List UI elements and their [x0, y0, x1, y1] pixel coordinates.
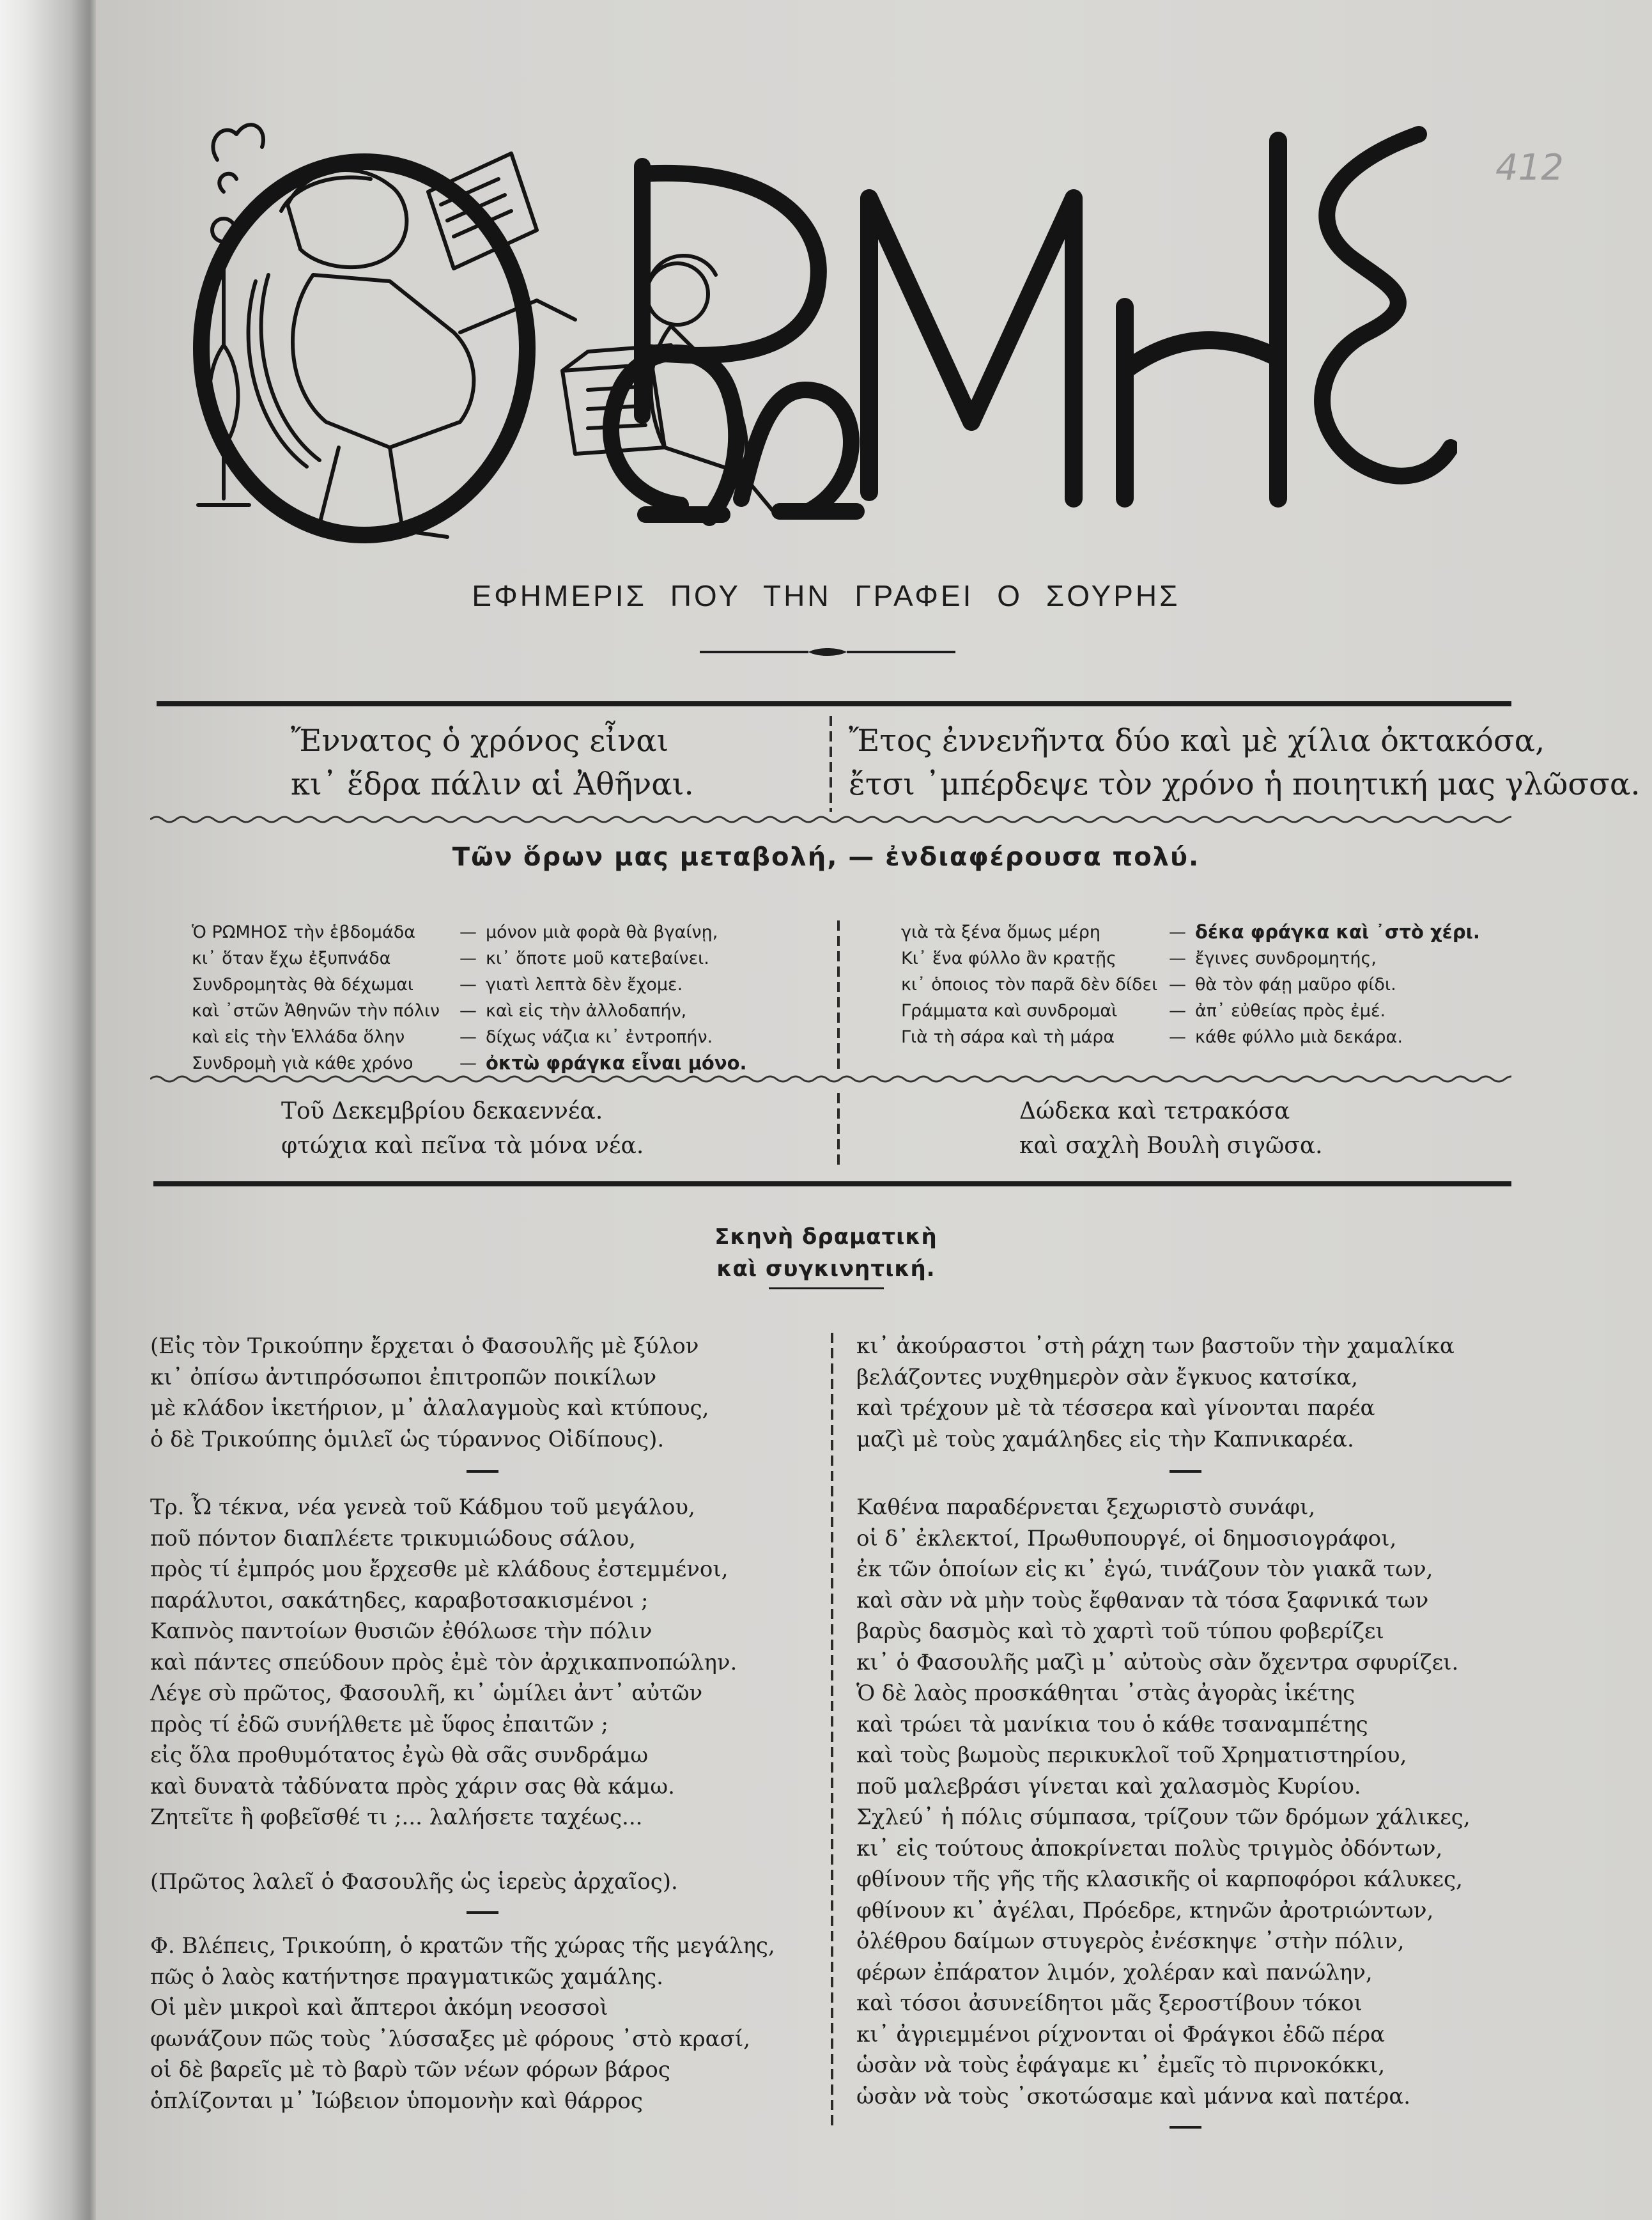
verse-line: ποῦ μαλεβράσι γίνεται καὶ χαλασμὸς Κυρίου.: [856, 1773, 1361, 1799]
date-verse-left-line: φτώχια καὶ πεῖνα τὰ μόνα νέα.: [281, 1133, 644, 1159]
terms-row-detail: ἀπ᾽ εὐθείας πρὸς ἐμέ.: [1195, 1001, 1386, 1021]
terms-row: [192, 945, 786, 972]
verse-line: πρὸς τί ἐμπρός μου ἔρχεσθε μὲ κλάδους ἐστεμμένοι,: [150, 1556, 729, 1582]
terms-row-detail: μόνον μιὰ φορὰ θὰ βγαίνῃ,: [486, 922, 718, 942]
verse-line: Ὁ δὲ λαὸς προσκάθηται ᾽στὰς ἀγορὰς ἱκέτης: [856, 1681, 1355, 1706]
verse-line: φθίνουν τῆς γῆς τῆς κλασικῆς οἱ καρποφόροι κάλυκες,: [856, 1867, 1463, 1892]
scene-left-column: [150, 1331, 837, 2116]
verse-line: καὶ τόσοι ἀσυνείδητοι μᾶς ξεροστίβουν τόκοι: [856, 1991, 1363, 2016]
masthead-subtitle: ΕΦΗΜΕΡΙΣ ΠΟΥ ΤΗΝ ΓΡΑΦΕΙ Ο ΣΟΥΡΗΣ: [472, 579, 1180, 612]
terms-row: [192, 1024, 786, 1050]
verse-line: ὡσὰν νὰ τοὺς ᾽σκοτώσαμε καὶ μάννα καὶ πατέρα.: [856, 2083, 1411, 2109]
terms-dash: —: [1169, 1027, 1186, 1047]
verse-line: μὲ κλάδον ἱκετήριον, μ᾽ ἀλαλαγμοὺς καὶ κτύπους,: [150, 1395, 709, 1421]
terms-row-detail: θὰ τὸν φάῃ μαῦρο φίδι.: [1195, 975, 1396, 995]
stanza-separator: [467, 1470, 498, 1473]
terms-dash: —: [459, 1053, 477, 1073]
verse-line: παράλυτοι, σακάτηδες, καραβοτσακισμένοι ;: [150, 1587, 649, 1613]
terms-row: [192, 919, 786, 945]
letter-sigma: [1322, 134, 1451, 476]
verse-line: Οἱ μὲν μικροὶ καὶ ἄπτεροι ἀκόμη νεοσσοὶ: [150, 1995, 608, 2021]
wavy-rule: [150, 1073, 1511, 1085]
verse-line: Λέγε σὺ πρῶτος, Φασουλῆ, κι᾽ ὡμίλει ἀντ᾽ αὐτῶν: [150, 1681, 703, 1706]
header-verse-right-line: Ἔτος ἐννενῆντα δύο καὶ μὲ χίλια ὀκτακόσα,: [849, 723, 1545, 759]
header-verse-divider: [830, 716, 832, 812]
terms-dash: —: [1169, 1001, 1186, 1021]
terms-dash: —: [1169, 975, 1186, 995]
verse-line: κι᾽ εἰς τούτους ἀποκρίνεται πολὺς τριγμὸς ὀδόντων,: [856, 1835, 1443, 1861]
column-divider: [831, 1333, 833, 2125]
terms-row-detail: ἔγινες συνδρομητής,: [1195, 949, 1377, 968]
verse-line: κι᾽ ὁ Φασουλῆς μαζὶ μ᾽ αὐτοὺς σὰν ὄχεντρα σφυρίζει.: [856, 1649, 1459, 1675]
terms-dash: —: [1169, 949, 1186, 968]
verse-line: Καθένα παραδέρνεται ξεχωριστὸ συνάφι,: [856, 1494, 1316, 1520]
stanza-separator: [1170, 1470, 1201, 1473]
verse-line: μαζὶ μὲ τοὺς χαμάληδες εἰς τὴν Καπνικαρέα.: [856, 1426, 1354, 1452]
verse-line: βαρὺς δασμὸς καὶ τὸ χαρτὶ τοῦ τύπου φοβερίζει: [856, 1618, 1384, 1644]
verse-line: καὶ πάντες σπεύδουν πρὸς ἐμὲ τὸν ἀρχικαπνοπώλην.: [150, 1649, 737, 1675]
terms-row: [901, 972, 1515, 998]
terms-row-term: γιὰ τὰ ξένα ὅμως μέρη: [901, 922, 1101, 942]
verse-line: φθίνουν κι᾽ ἀγέλαι, Πρόεδρε, κτηνῶν ἀροτριώντων,: [856, 1897, 1434, 1923]
date-verse-left-line: Τοῦ Δεκεμβρίου δεκαεννέα.: [281, 1098, 603, 1124]
terms-row-term: Ὁ ΡΩΜΗΟΣ τὴν ἑβδομάδα: [192, 922, 416, 942]
verse-line: ὀλέθρου δαίμων στυγερὸς ἐνέσκηψε ᾽στὴν πόλιν,: [856, 1929, 1405, 1954]
masthead-title-illustration: [179, 89, 1457, 550]
date-verse-right-line: Δώδεκα καὶ τετρακόσα: [1019, 1098, 1290, 1124]
verse-line: ἐκ τῶν ὁποίων εἰς κι᾽ ἐγώ, τινάζουν τὸν γιακᾶ των,: [856, 1556, 1433, 1582]
terms-row-detail-bold: δέκα φράγκα καὶ ᾽στὸ χέρι.: [1195, 921, 1480, 943]
terms-row-detail: δίχως νάζια κι᾽ ἐντροπήν.: [486, 1027, 713, 1047]
stanza-gap: [150, 1833, 837, 1867]
verse-line: καὶ τρώει τὰ μανίκια του ὁ κάθε τσαναμπέτης: [856, 1711, 1368, 1737]
terms-row: [192, 972, 786, 998]
illustration-boy-shining-shoes: [562, 256, 792, 511]
terms-right-block: [901, 919, 1515, 1050]
header-verse-left: [291, 719, 694, 806]
verse-line: Τρ. Ὦ τέκνα, νέα γενεὰ τοῦ Κάδμου τοῦ μεγάλου,: [150, 1494, 695, 1520]
letter-mu: [869, 198, 1074, 499]
header-verse-right: [849, 719, 1640, 806]
terms-row-term: Γιὰ τὴ σάρα καὶ τὴ μάρα: [901, 1027, 1115, 1047]
terms-row-detail: καὶ εἰς τὴν ἀλλοδαπήν,: [486, 1001, 687, 1021]
terms-dash: —: [459, 922, 477, 942]
scene-title-line: Σκηνὴ δραματικὴ: [714, 1224, 938, 1250]
stage-direction: (Πρῶτος λαλεῖ ὁ Φασουλῆς ὡς ἱερεὺς ἀρχαῖος).: [150, 1868, 678, 1895]
scene-title-underline: [769, 1287, 884, 1289]
verse-line: ὁπλίζονται μ᾽ Ἰώβειον ὑπομονὴν καὶ θάρρος: [150, 2088, 643, 2114]
verse-line: καὶ δυνατὰ τἀδύνατα πρὸς χάριν σας θὰ κάμω.: [150, 1773, 675, 1799]
verse-line: Φ. Βλέπεις, Τρικούπη, ὁ κρατῶν τῆς χώρας τῆς μεγάλης,: [150, 1933, 775, 1959]
date-verse-divider: [837, 1093, 840, 1170]
letter-eta: [1125, 141, 1278, 499]
top-heavy-rule: [157, 701, 1511, 706]
terms-row-detail-bold: ὀκτὼ φράγκα εἶναι μόνο.: [486, 1052, 747, 1074]
section-heavy-rule: [153, 1181, 1511, 1186]
verse-line: (Εἰς τὸν Τρικούπην ἔρχεται ὁ Φασουλῆς μὲ ξύλον: [150, 1333, 699, 1359]
header-verse-left-line: κι᾽ ἕδρα πάλιν αἱ Ἀθῆναι.: [291, 766, 694, 802]
verse-line: καὶ σὰν νὰ μὴν τοὺς ἔφθαναν τὰ τόσα ξαφνικά των: [856, 1587, 1429, 1613]
terms-row-term: Συνδρομὴ γιὰ κάθε χρόνο: [192, 1053, 413, 1073]
header-verse-left-line: Ἔννατος ὁ χρόνος εἶναι: [291, 723, 669, 759]
verse-line: Ζητεῖτε ἢ φοβεῖσθέ τι ;... λαλήσετε ταχέως...: [150, 1805, 643, 1830]
verse-line: ὁ δὲ Τρικούπης ὁμιλεῖ ὡς τύραννος Οἰδίπους).: [150, 1426, 665, 1452]
terms-row-term: καὶ ᾽στῶν Ἀθηνῶν τὴν πόλιν: [192, 1001, 440, 1021]
date-verse-right: [1019, 1094, 1323, 1163]
terms-divider: [837, 920, 840, 1074]
header-verse-right-line: ἔτσι ᾽μπέρδεψε τὸν χρόνο ἡ ποιητική μας γλῶσσα.: [849, 766, 1640, 802]
verse-line: ὡσὰν νὰ τοὺς ἐφάγαμε κι᾽ ἐμεῖς τὸ πιρνοκόκκι,: [856, 2053, 1386, 2078]
book-binding-edge: [0, 0, 96, 2220]
scene-title: [0, 1221, 1652, 1289]
verse-line: φέρων ἐπάρατον λιμόν, χολέραν καὶ πανώλην,: [856, 1959, 1373, 1985]
verse-line: πῶς ὁ λαὸς κατήντησε πραγματικῶς χαμάλης.: [150, 1964, 663, 1990]
terms-dash: —: [459, 1001, 477, 1021]
verse-line: οἱ δὲ βαρεῖς μὲ τὸ βαρὺ τῶν νέων φόρων βάρος: [150, 2057, 670, 2083]
terms-row-term: Κι᾽ ἕνα φύλλο ἂν κρατῇς: [901, 949, 1116, 968]
terms-left-block: [192, 919, 786, 1076]
scene-title-line: καὶ συγκινητική.: [716, 1256, 936, 1282]
terms-row: [901, 1024, 1515, 1050]
verse-line: βελάζοντες νυχθημερὸν σὰν ἔγκυος κατσίκα,: [856, 1364, 1359, 1390]
terms-notice-title: Τῶν ὅρων μας μεταβολή, — ἐνδιαφέρουσα πολύ.: [452, 842, 1200, 872]
terms-row-term: καὶ εἰς τὴν Ἑλλάδα ὅλην: [192, 1027, 405, 1047]
terms-row: [901, 945, 1515, 972]
verse-line: κι᾽ ἀγριεμμένοι ρίχνονται οἱ Φράγκοι ἐδῶ πέρα: [856, 2021, 1386, 2047]
verse-line: εἰς ὅλα προθυμότατος ἐγὼ θὰ σᾶς συνδράμω: [150, 1743, 649, 1768]
verse-line: φωνάζουν πῶς τοὺς ᾽λύσσαξες μὲ φόρους ᾽στὸ κρασί,: [150, 2026, 750, 2052]
terms-row-term: Γράμματα καὶ συνδρομαὶ: [901, 1001, 1118, 1021]
terms-row: [901, 919, 1515, 945]
terms-dash: —: [459, 975, 477, 995]
verse-line: κι᾽ ὀπίσω ἀντιπρόσωποι ἐπιτροπῶν ποικίλων: [150, 1364, 657, 1390]
verse-line: οἱ δ᾽ ἐκλεκτοί, Πρωθυπουργέ, οἱ δημοσιογράφοι,: [856, 1525, 1397, 1551]
wavy-rule: [150, 813, 1511, 826]
terms-row: [901, 998, 1515, 1024]
scene-right-column: [856, 1331, 1534, 2145]
terms-row-term: Συνδρομητὰς θὰ δέχωμαι: [192, 975, 414, 995]
page-number: 412: [1495, 147, 1564, 189]
terms-dash: —: [459, 949, 477, 968]
terms-dash: —: [1169, 922, 1186, 942]
subtitle-ornament-rule: [700, 647, 955, 657]
terms-row-detail: γιατὶ λεπτὰ δὲν ἔχομε.: [486, 975, 683, 995]
verse-line: πρὸς τί ἐδῶ συνήλθετε μὲ ὕφος ἐπαιτῶν ;: [150, 1711, 608, 1737]
terms-row-detail: κι᾽ ὅποτε μοῦ κατεβαίνει.: [486, 949, 709, 968]
verse-line: καὶ τοὺς βωμοὺς περικυκλοῖ τοῦ Χρηματιστηρίου,: [856, 1743, 1407, 1768]
verse-line: ποῦ πόντον διαπλέετε τρικυμιώδους σάλου,: [150, 1525, 636, 1551]
terms-row: [192, 998, 786, 1024]
date-verse-left: [281, 1094, 644, 1163]
terms-row-term: κι᾽ ὁποιος τὸν παρᾶ δὲν δίδει: [901, 975, 1158, 995]
verse-line: καὶ τρέχουν μὲ τὰ τέσσερα καὶ γίνονται παρέα: [856, 1395, 1375, 1421]
verse-line: κι᾽ ἀκούραστοι ᾽στὴ ράχη των βαστοῦν τὴν χαμαλίκα: [856, 1333, 1455, 1359]
terms-dash: —: [459, 1027, 477, 1047]
terms-row-term: κι᾽ ὅταν ἔχω ἐξυπνάδα: [192, 949, 391, 968]
verse-line: Σχλεύ᾽ ἡ πόλις σύμπασα, τρίζουν τῶν δρόμων χάλικες,: [856, 1805, 1471, 1830]
column-end-separator: [1170, 2126, 1201, 2129]
stanza-separator: [467, 1911, 498, 1914]
verse-line: Καπνὸς παντοίων θυσιῶν ἐθόλωσε τὴν πόλιν: [150, 1618, 652, 1644]
date-verse-right-line: καὶ σαχλὴ Βουλὴ σιγῶσα.: [1019, 1133, 1323, 1159]
terms-row-detail: κάθε φύλλο μιὰ δεκάρα.: [1195, 1027, 1403, 1047]
